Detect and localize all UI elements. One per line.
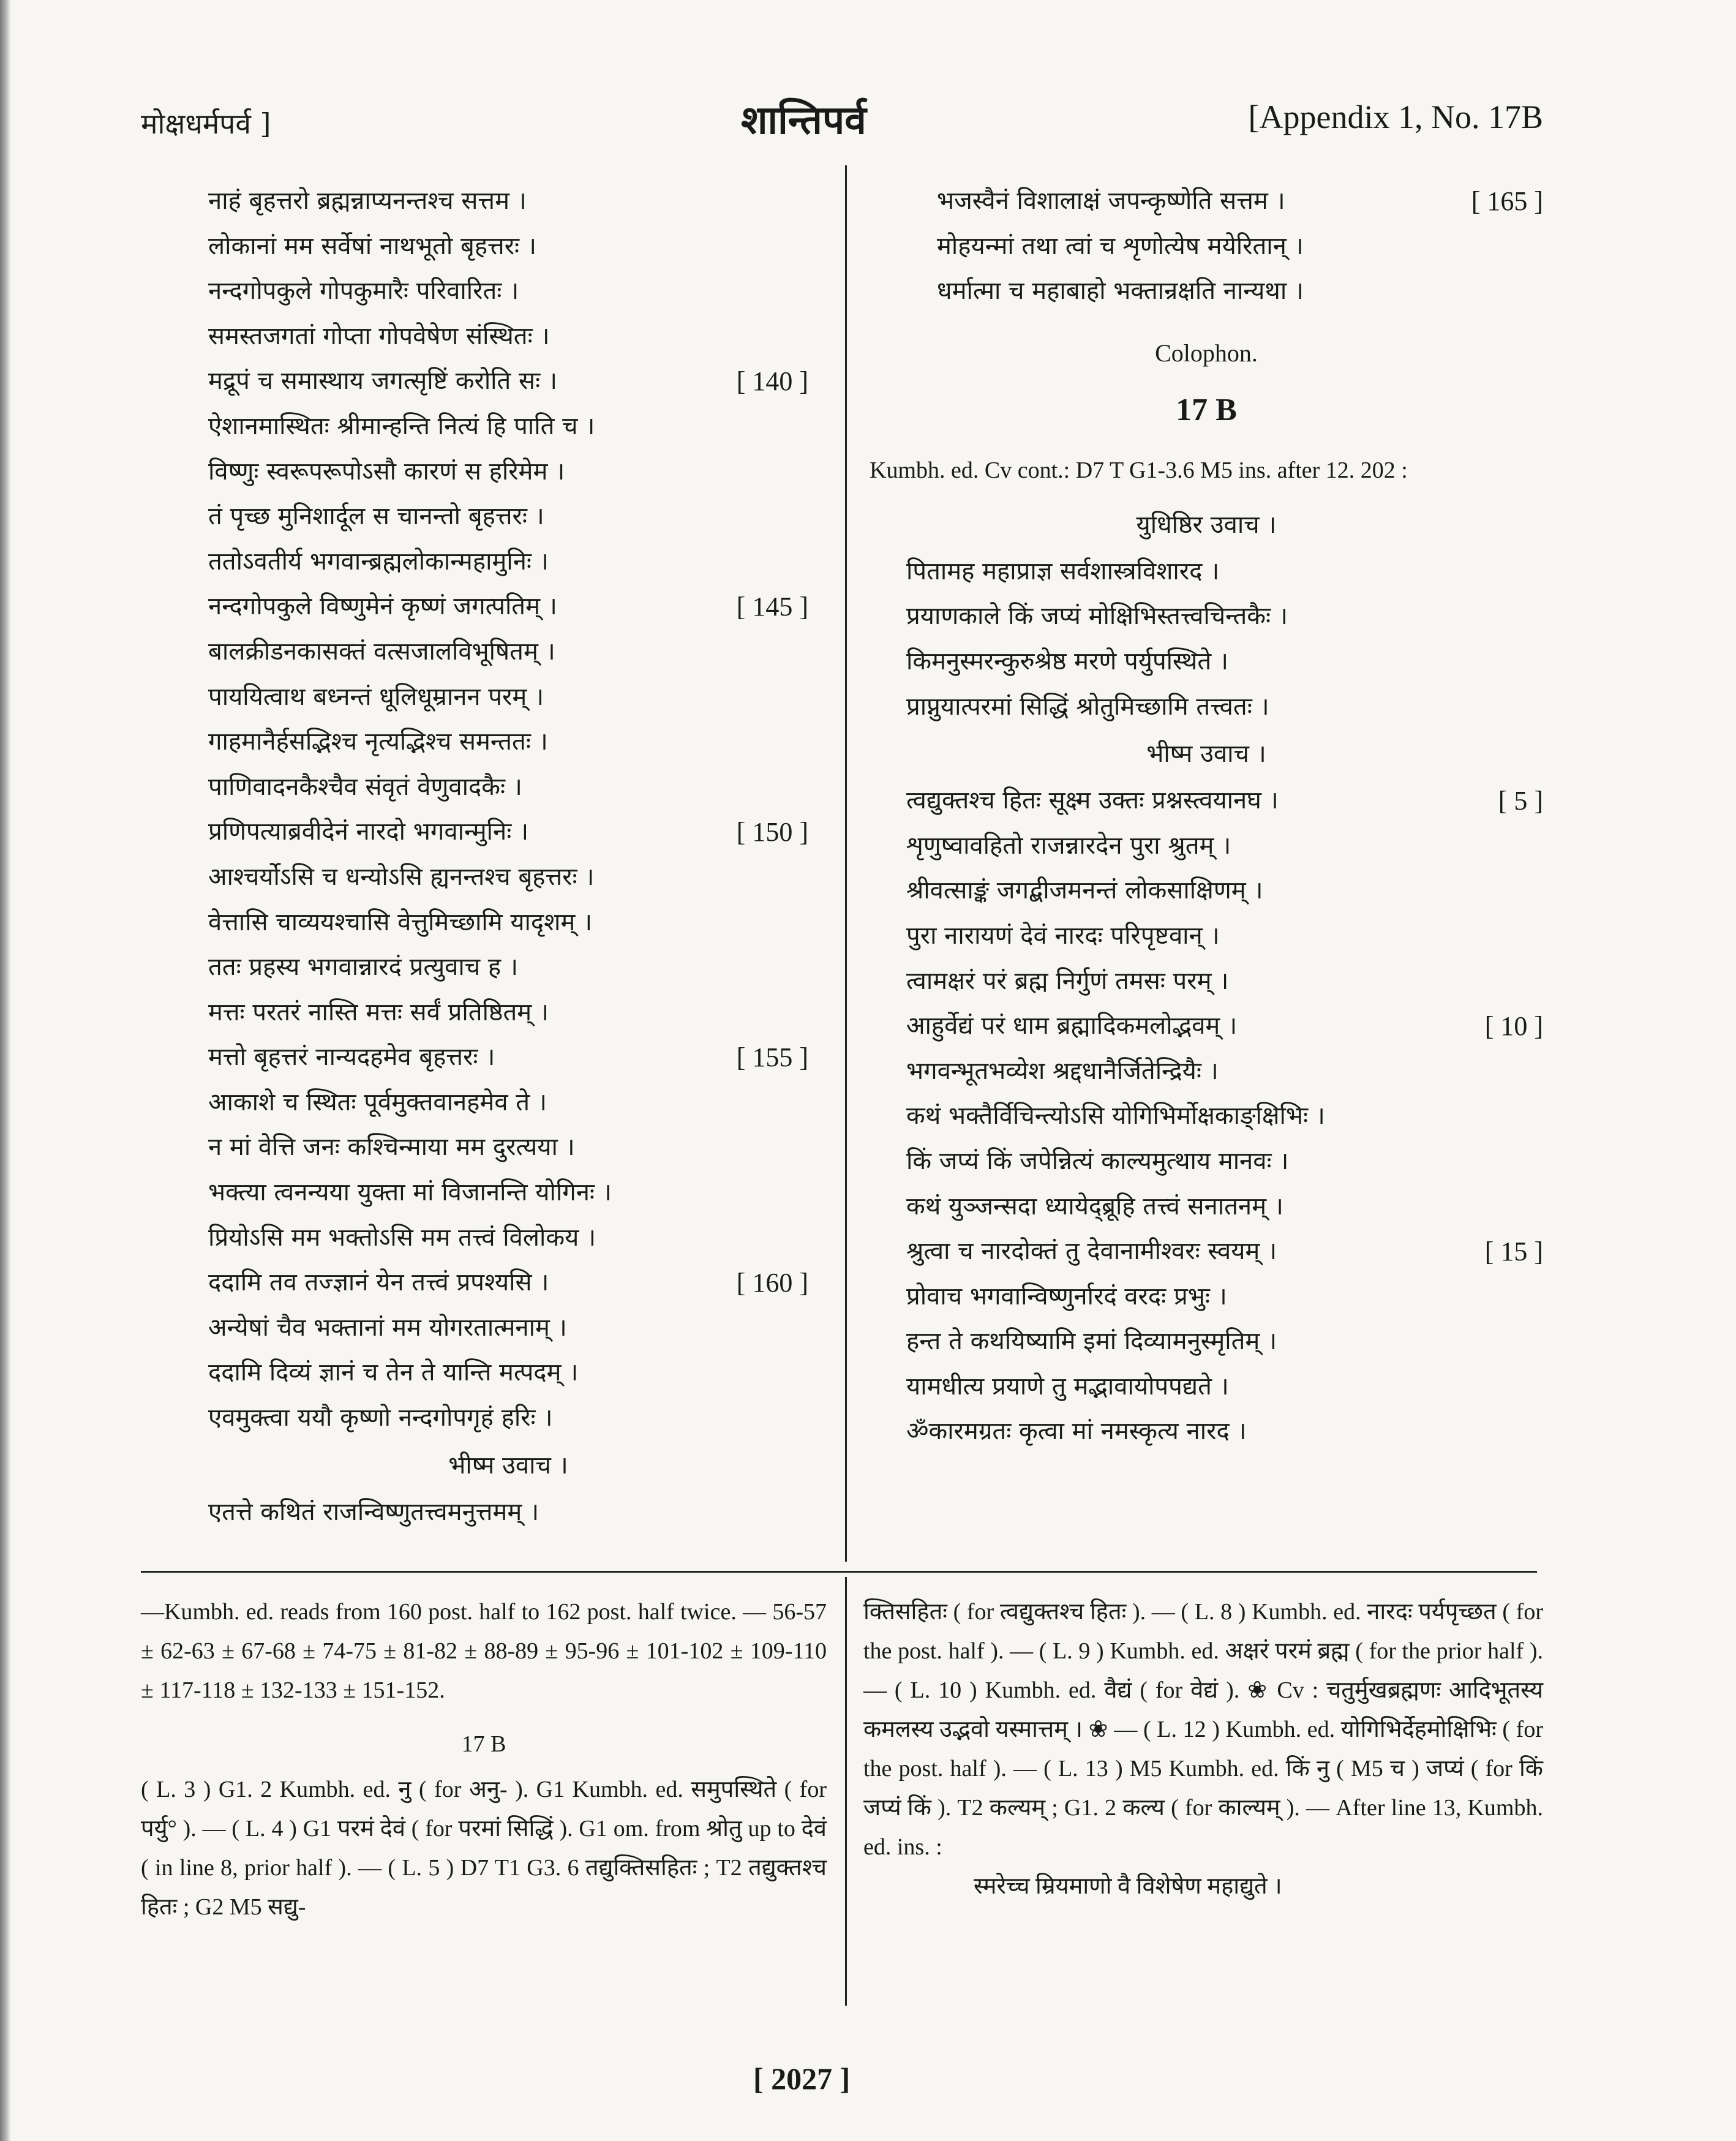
verse-line — [870, 778, 1543, 824]
verse-text: मत्तो बृहत्तरं नान्यदहमेव बृहत्तरः । — [208, 1043, 495, 1072]
verse-text: धर्मात्मा च महाबाहो भक्तान्रक्षति नान्यथा । — [937, 277, 1304, 306]
verse-text: नाहं बृहत्तरो ब्रह्मन्नाप्यनन्तश्च सत्तम । — [208, 187, 527, 215]
verse-line — [208, 404, 808, 450]
verse-line — [208, 810, 808, 855]
verse-line — [208, 359, 808, 404]
verse-text: पाणिवादनकैश्चैव संवृतं वेणुवादकैः । — [208, 772, 522, 801]
verse-text: प्राप्नुयात्परमां सिद्धिं श्रोतुमिच्छामि तत्त्वतः । — [906, 692, 1269, 721]
verse-text: कथं भक्तैर्विचिन्त्योऽसि योगिभिर्मोक्षकाङ्क्षिभिः । — [906, 1102, 1325, 1131]
verse-text: ददामि दिव्यं ज्ञानं च तेन ते यान्ति मत्पदम् । — [208, 1358, 579, 1387]
verse-line — [870, 1229, 1543, 1274]
verse-text: मत्तः परतरं नास्ति मत्तः सर्वं प्रतिष्ठितम् । — [208, 998, 549, 1026]
verse-line — [208, 855, 808, 900]
footnote-paragraph-2: ( L. 3 ) G1. 2 Kumbh. ed. नु ( for अनु- ). G1 Kumbh. ed. समुपस्थिते ( for पर्यु° ). — ( L. 4 ) G1 परमं देवं ( for परमां सिद्धिं ). G1 om. from श्रोतु up to देवं ( in line 8, prior half ). — ( L. 5 ) D7 T1 G3. 6 तद्युक्तिसहितः ; T2 तद्युक्तश्च हितः ; G2 M5 सद्यु- — [141, 1777, 827, 1920]
verse-line — [208, 269, 808, 314]
verse-text: ददामि तव तज्ज्ञानं येन तत्त्वं प्रपश्यसि । — [208, 1268, 549, 1297]
right-column — [870, 179, 1543, 1454]
verse-line — [870, 1094, 1543, 1139]
verse-text: ॐकारमग्रतः कृत्वा मां नमस्कृत्य नारद । — [906, 1417, 1247, 1446]
verse-number: [ 145 ] — [736, 592, 808, 622]
verse-line — [208, 1396, 808, 1441]
verse-text: कथं युञ्जन्सदा ध्यायेद्ब्रूहि तत्त्वं सनातनम् । — [906, 1192, 1283, 1221]
verse-text: न मां वेत्ति जनः कश्चिन्माया मम दुरत्यया । — [208, 1133, 575, 1162]
verse-line — [208, 765, 808, 810]
scan-edge — [0, 0, 11, 2141]
verse-line — [208, 179, 808, 224]
verse-line — [208, 450, 808, 495]
footnote-subheading: 17 B — [461, 1731, 506, 1757]
verse-number: [ 160 ] — [736, 1268, 808, 1298]
verse-line — [870, 1274, 1543, 1320]
verse-line — [208, 1125, 808, 1170]
verse-text: नन्दगोपकुले विष्णुमेनं कृष्णं जगत्पतिम् । — [208, 592, 557, 621]
footnotes-left — [141, 1592, 827, 1927]
verse-text: लोकानां मम सर्वेषां नाथभूतो बृहत्तरः । — [208, 231, 537, 260]
verse-text: किमनुस्मरन्कुरुश्रेष्ठ मरणे पर्युपस्थिते । — [906, 647, 1229, 675]
verse-text: हन्त ते कथयिष्यामि इमां दिव्यामनुस्मृतिम् । — [906, 1327, 1277, 1356]
verse-line — [208, 584, 808, 630]
verse-line — [870, 269, 1543, 314]
verse-line — [870, 914, 1543, 959]
verse-line — [208, 1216, 808, 1261]
footnote-inserted-verse: स्मरेच्च म्रियमाणो वै विशेषेण महाद्युते । — [974, 1873, 1282, 1899]
section-intro: Kumbh. ed. Cv cont.: D7 T G1-3.6 M5 ins. after 12. 202 : — [870, 457, 1408, 483]
verse-text: त्वामक्षरं परं ब्रह्म निर्गुणं तमसः परम् । — [906, 966, 1229, 995]
colophon: Colophon. — [1155, 339, 1258, 367]
verse-line — [870, 594, 1543, 639]
verse-text: यामधीत्य प्रयाणे तु मद्भावायोपपद्यते । — [906, 1372, 1229, 1401]
verse-text: प्रणिपत्याब्रवीदेनं नारदो भगवान्मुनिः । — [208, 818, 529, 846]
verse-line — [208, 1080, 808, 1126]
verse-line — [208, 1350, 808, 1396]
verse-line — [208, 1035, 808, 1080]
verse-line — [208, 1306, 808, 1351]
verse-line — [870, 1364, 1543, 1410]
verse-line — [870, 549, 1543, 595]
footnote-paragraph-1: —Kumbh. ed. reads from 160 post. half to 162 post. half twice. — 56-57 ± 62-63 ± 67-68 ± 74-75 ± 81-82 ± 88-89 ± 95-96 ± 101-102 ± 109-110 ± 117-118 ± 132-133 ± 151-152. — [141, 1599, 827, 1703]
verse-text: भगवन्भूतभव्येश श्रद्दधानैर्जितेन्द्रियैः । — [906, 1056, 1219, 1085]
verse-text: आश्चर्योऽसि च धन्योऽसि ह्यनन्तश्च बृहत्तरः । — [208, 862, 595, 891]
verse-line — [208, 990, 808, 1036]
verse-line — [208, 224, 808, 269]
notes-divider — [845, 1577, 847, 2006]
verse-text: शृणुष्वावहितो राजन्नारदेन पुरा श्रुतम् । — [906, 831, 1231, 860]
left-last-verse: एतत्ते कथितं राजन्विष्णुतत्त्वमनुत्तमम् । — [208, 1497, 539, 1526]
verse-line — [208, 945, 808, 990]
verse-text: मोहयन्मां तथा त्वां च शृणोत्येष मयेरितान् । — [937, 231, 1304, 260]
verse-text: पाययित्वाथ बध्नन्तं धूलिधूम्रानन परम् । — [208, 682, 544, 711]
verse-text: भजस्वैनं विशालाक्षं जपन्कृष्णेति सत्तम । — [937, 187, 1285, 215]
verse-number: [ 15 ] — [1484, 1236, 1543, 1267]
verse-line — [870, 224, 1543, 269]
verse-text: त्वद्युक्तश्च हितः सूक्ष्म उक्तः प्रश्नस्त्वयानघ । — [906, 786, 1279, 815]
verse-text: नन्दगोपकुले गोपकुमारैः परिवारितः । — [208, 277, 519, 306]
speaker-bhishma: भीष्म उवाच । — [1146, 740, 1266, 769]
verse-text: किं जप्यं किं जपेन्नित्यं काल्यमुत्थाय मानवः । — [906, 1146, 1289, 1175]
right-top-verses — [870, 179, 1543, 314]
verse-line — [870, 824, 1543, 869]
right-block-2 — [870, 778, 1543, 1454]
verse-text: प्रियोऽसि मम भक्तोऽसि मम तत्त्वं विलोकय । — [208, 1223, 596, 1252]
page-number: [ 2027 ] — [753, 2061, 851, 2096]
right-block-1 — [870, 549, 1543, 729]
header-left: मोक्षधर्मपर्व ] — [141, 107, 271, 140]
verse-line — [870, 1409, 1543, 1454]
verse-line — [208, 1260, 808, 1306]
footnote-paragraph-3: क्तिसहितः ( for त्वद्युक्तश्च हितः ). — ( L. 8 ) Kumbh. ed. नारदः पर्यपृच्छत ( for the post. half ). — ( L. 9 ) Kumbh. ed. अक्षरं परमं ब्रह्म ( for the prior half ). — ( L. 10 ) Kumbh. ed. वैद्यं ( for वेद्यं ). ❀ Cv : चतुर्मुखब्रह्मणः आदिभूतस्य कमलस्य उद्भवो यस्मात्तम् । ❀ — ( L. 12 ) Kumbh. ed. योगिभिर्देहमोक्षिभिः ( for the post. half ). — ( L. 13 ) M5 Kumbh. ed. किं नु ( M5 च ) जप्यं ( for किं जप्यं किं ). T2 कल्यम् ; G1. 2 कल्य ( for काल्यम् ). — After line 13, Kumbh. ed. ins. : — [863, 1599, 1543, 1860]
verse-number: [ 155 ] — [736, 1042, 808, 1073]
verse-text: समस्तजगतां गोप्ता गोपवेषेण संस्थितः । — [208, 322, 550, 350]
verse-line — [870, 1184, 1543, 1230]
verse-text: ऐशानमास्थितः श्रीमान्हन्ति नित्यं हि पाति च । — [208, 412, 595, 440]
verse-line — [870, 1139, 1543, 1184]
verse-text: प्रयाणकाले किं जप्यं मोक्षिभिस्तत्त्वचिन्तकैः । — [906, 602, 1288, 631]
verse-text: अन्येषां चैव भक्तानां मम योगरतात्मनाम् । — [208, 1313, 567, 1342]
verse-line — [208, 630, 808, 675]
verse-text: आकाशे च स्थितः पूर्वमुक्तवानहमेव ते । — [208, 1088, 547, 1116]
verse-text: पुरा नारायणं देवं नारदः परिपृष्टवान् । — [906, 921, 1220, 950]
verse-number: [ 140 ] — [736, 366, 808, 397]
verse-line — [870, 1049, 1543, 1094]
verse-number: [ 165 ] — [1471, 186, 1543, 216]
verse-line — [208, 900, 808, 946]
verse-text: ततोऽवतीर्य भगवान्ब्रह्मलोकान्महामुनिः । — [208, 547, 549, 576]
verse-text: आहुर्वेद्यं परं धाम ब्रह्मादिकमलोद्भवम् । — [906, 1012, 1238, 1040]
verse-text: श्रुत्वा च नारदोक्तं तु देवानामीश्वरः स्वयम् । — [906, 1237, 1277, 1266]
verse-text: बालक्रीडनकासक्तं वत्सजालविभूषितम् । — [208, 637, 555, 666]
verse-line — [870, 1319, 1543, 1364]
verse-text: एवमुक्त्वा ययौ कृष्णो नन्दगोपगृहं हरिः । — [208, 1404, 553, 1432]
verse-line — [208, 720, 808, 765]
verse-text: वेत्तासि चाव्ययश्चासि वेत्तुमिच्छामि यादृशम् । — [208, 908, 593, 936]
verse-text: मद्रूपं च समास्थाय जगत्सृष्टिं करोति सः । — [208, 367, 558, 396]
verse-line — [208, 1170, 808, 1216]
verse-line — [208, 675, 808, 720]
verse-text: तं पृच्छ मुनिशार्दूल स चानन्तो बृहत्तरः । — [208, 502, 544, 531]
verse-text: ततः प्रहस्य भगवान्नारदं प्रत्युवाच ह । — [208, 953, 518, 982]
verse-line — [208, 494, 808, 540]
verse-text: प्रोवाच भगवान्विष्णुर्नारदं वरदः प्रभुः । — [906, 1282, 1227, 1311]
verse-text: श्रीवत्साङ्कं जगद्बीजमनन्तं लोकसाक्षिणम् । — [906, 876, 1263, 905]
verse-line — [870, 1004, 1543, 1049]
verse-line — [208, 540, 808, 585]
left-speaker: भीष्म उवाच । — [448, 1451, 568, 1480]
verse-number: [ 150 ] — [736, 817, 808, 848]
verse-line — [870, 639, 1543, 685]
column-divider — [845, 165, 847, 1562]
verse-number: [ 10 ] — [1484, 1011, 1543, 1042]
verse-line — [870, 959, 1543, 1004]
header-title: शान्तिपर्व — [741, 97, 866, 143]
verse-line — [870, 685, 1543, 730]
header-right: [Appendix 1, No. 17B — [1248, 99, 1543, 135]
left-verses — [208, 179, 808, 1441]
verse-line — [208, 314, 808, 359]
speaker-yudhishthira: युधिष्ठिर उवाच । — [1136, 510, 1277, 539]
verse-line — [870, 868, 1543, 914]
footnote-rule — [141, 1571, 1537, 1573]
footnotes-right — [863, 1592, 1543, 1906]
verse-text: विष्णुः स्वरूपरूपोऽसौ कारणं स हरिमेम । — [208, 457, 565, 486]
page-header — [141, 92, 1543, 153]
verse-number: [ 5 ] — [1498, 786, 1543, 816]
verse-text: भक्त्या त्वनन्यया युक्ता मां विजानन्ति योगिनः । — [208, 1178, 612, 1207]
left-column — [208, 179, 808, 1535]
verse-text: पितामह महाप्राज्ञ सर्वशास्त्रविशारद । — [906, 557, 1220, 585]
section-title: 17 B — [1176, 392, 1237, 427]
verse-line — [870, 179, 1543, 224]
verse-text: गाहमानैर्हसद्भिश्च नृत्यद्भिश्च समन्ततः । — [208, 728, 548, 756]
